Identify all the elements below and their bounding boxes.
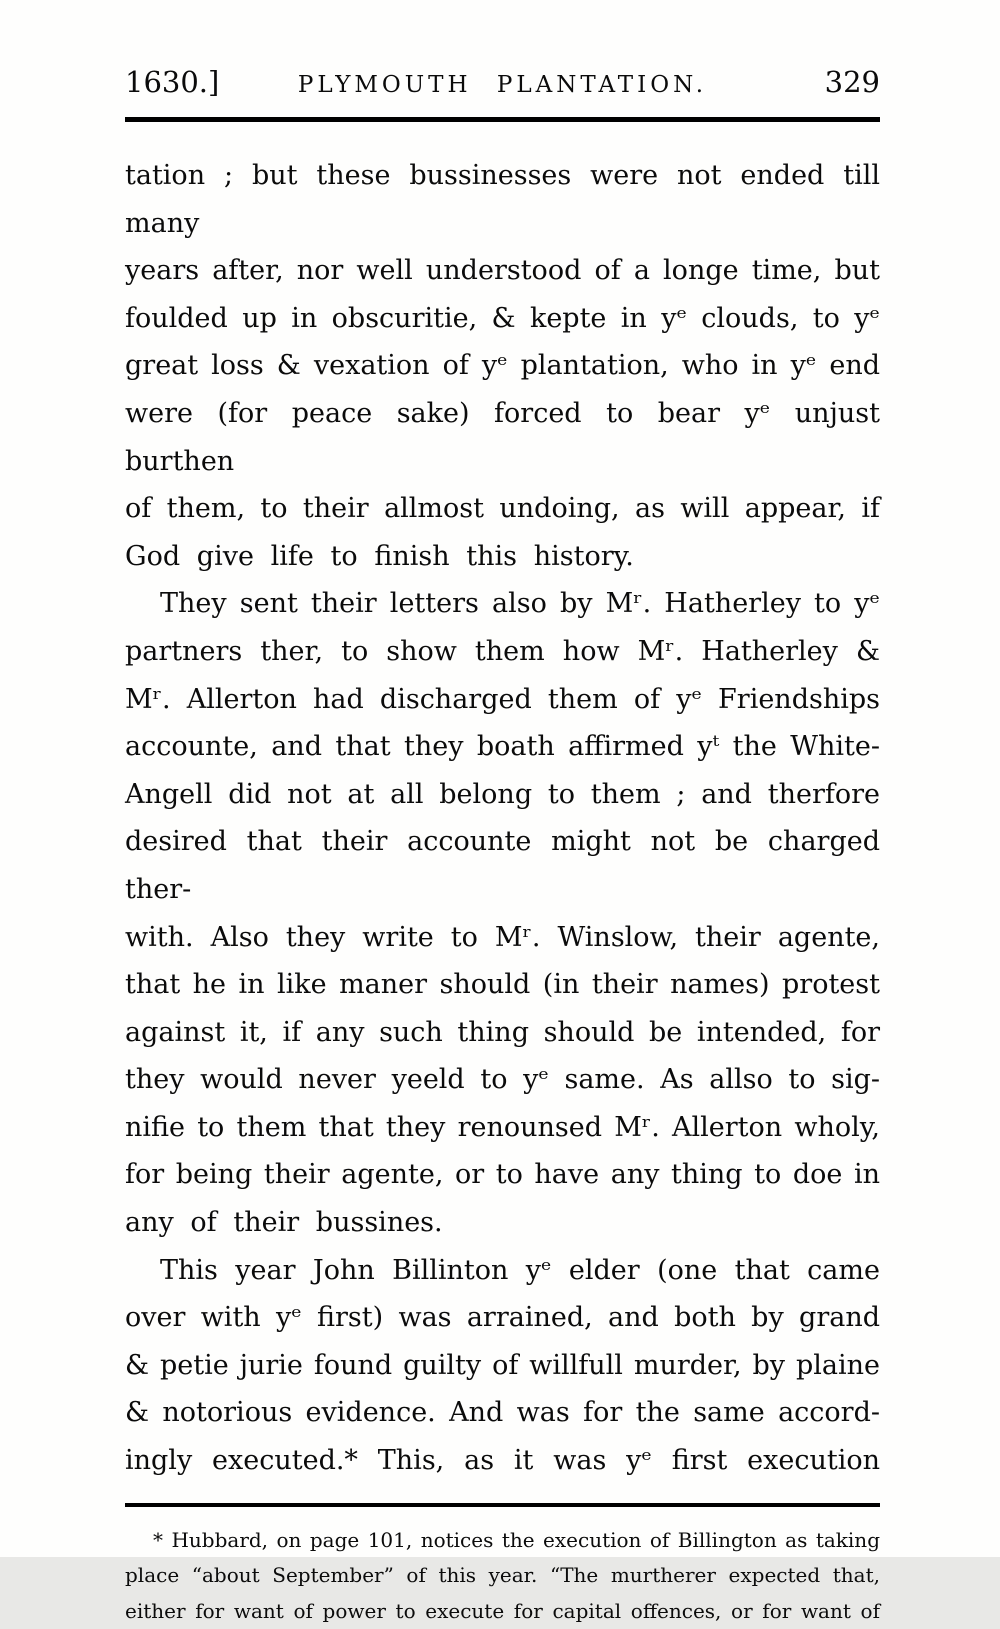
body-text <box>125 152 880 1485</box>
text-line: over with yᵉ first) was arrained, and both by grand <box>125 1302 880 1334</box>
footnote-line: either for want of power to execute for capital offences, or for want of <box>125 1598 880 1623</box>
text-line: partners ther, to show them how Mʳ. Hatherley & <box>125 635 880 667</box>
text-line: years after, nor well understood of a longe time, but <box>125 255 880 287</box>
text-line: nifie to them that they renounsed Mʳ. Allerton wholy, <box>125 1111 880 1143</box>
header-title: PLYMOUTH PLANTATION. <box>297 72 708 98</box>
text-line: tation ; but these bussinesses were not ended till many <box>125 160 880 239</box>
text-line: with. Also they write to Mʳ. Winslow, their agente, <box>125 921 880 953</box>
page-header <box>125 64 880 103</box>
text-line: for being their agente, or to have any thing to doe in <box>125 1159 880 1191</box>
text-line: against it, if any such thing should be intended, for <box>125 1016 880 1048</box>
text-line: They sent their letters also by Mʳ. Hatherley to yᵉ <box>160 588 880 620</box>
text-line: were (for peace sake) forced to bear yᵉ unjust burthen <box>125 397 880 477</box>
text-line: that he in like maner should (in their names) protest <box>125 969 880 1001</box>
text-line: God give life to finish this history. <box>125 540 634 572</box>
header-page-number: 329 <box>824 65 880 99</box>
text-line: foulded up in obscuritie, & kepte in yᵉ clouds, to yᵉ <box>125 302 880 334</box>
header-rule <box>125 117 880 122</box>
text-line: great loss & vexation of yᵉ plantation, who in yᵉ end <box>125 350 880 382</box>
footnote-line: place “about September” of this year. “The murtherer expected that, <box>125 1563 880 1588</box>
text-line: & notorious evidence. And was for the same accord- <box>125 1397 880 1429</box>
text-line: ingly executed.* This, as it was yᵉ first execution <box>125 1445 880 1477</box>
text-line: they would never yeeld to yᵉ same. As allso to sig- <box>125 1064 880 1096</box>
text-line: This year John Billinton yᵉ elder (one that came <box>160 1254 880 1286</box>
footnote-rule <box>125 1503 880 1507</box>
text-line: Mʳ. Allerton had discharged them of yᵉ Friendships <box>125 683 880 715</box>
header-year: 1630.] <box>125 65 220 99</box>
footnote-line: * Hubbard, on page 101, notices the execution of Billington as taking <box>153 1527 880 1552</box>
text-line: accounte, and that they boath affirmed yᵗ the White- <box>125 731 880 763</box>
text-line: of them, to their allmost undoing, as will appear, if <box>125 493 880 525</box>
text-line: & petie jurie found guilty of willfull murder, by plaine <box>125 1349 880 1381</box>
footnote <box>125 1523 880 1629</box>
text-line: Angell did not at all belong to them ; and therfore <box>125 778 880 810</box>
text-line: any of their bussines. <box>125 1207 443 1239</box>
text-line: desired that their accounte might not be charged ther- <box>125 826 880 905</box>
